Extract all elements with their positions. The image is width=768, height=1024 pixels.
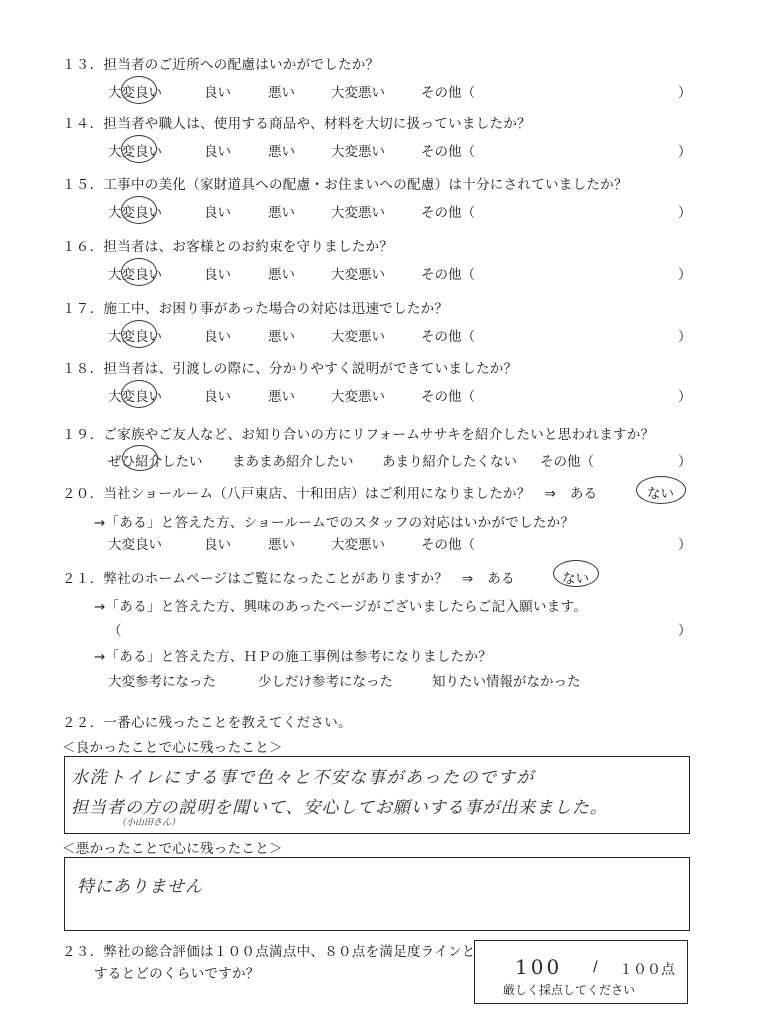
q18-opt-3[interactable]: 悪い xyxy=(268,389,295,405)
q20-opt-1[interactable]: 大変良い xyxy=(108,537,162,553)
q16-opt-4[interactable]: 大変悪い xyxy=(331,267,385,283)
q21-open: （ xyxy=(108,623,122,639)
q21-opt-3[interactable]: 知りたい情報がなかった xyxy=(432,674,581,690)
q13-opt-1[interactable]: 大変良い xyxy=(108,85,162,101)
q19-opt-4[interactable]: その他（ xyxy=(540,454,594,470)
q14-opt-3[interactable]: 悪い xyxy=(268,144,295,160)
good-answer-box[interactable] xyxy=(64,756,690,834)
answer-circle xyxy=(121,320,157,348)
q22-text: ２２．一番心に残ったことを教えてください。 xyxy=(62,715,352,731)
q21-opt-2[interactable]: 少しだけ参考になった xyxy=(258,674,393,690)
q21-no[interactable]: ない xyxy=(562,571,589,587)
score-slash: / xyxy=(593,959,598,975)
q20-no[interactable]: ない xyxy=(647,486,674,502)
q14-close: ） xyxy=(678,144,692,160)
q15-opt-1[interactable]: 大変良い xyxy=(108,205,162,221)
q19-text: １９．ご家族やご友人など、お知り合いの方にリフォームササキを紹介したいと思われますか？ xyxy=(62,427,655,443)
q17-opt-3[interactable]: 悪い xyxy=(268,329,295,345)
q19-opt-2[interactable]: まあまあ紹介したい xyxy=(232,454,354,470)
q15-opt-2[interactable]: 良い xyxy=(204,205,231,221)
q13-text: １３．担当者のご近所への配慮はいかがでしたか？ xyxy=(62,57,380,73)
q15-text: １５．工事中の美化（家財道具への配慮・お住まいへの配慮）は十分にされていましたか？ xyxy=(62,177,628,193)
q15-opt-3[interactable]: 悪い xyxy=(268,205,295,221)
q17-close: ） xyxy=(678,329,692,345)
good-line-2: 担当者の方の説明を聞いて、安心してお願いする事が出来ました。 xyxy=(71,798,608,818)
q20-opt-4[interactable]: 大変悪い xyxy=(331,537,385,553)
q18-opt-5[interactable]: その他（ xyxy=(421,389,475,405)
q20-opt-2[interactable]: 良い xyxy=(204,537,231,553)
answer-circle xyxy=(121,76,157,104)
q20-opt-5[interactable]: その他（ xyxy=(421,537,475,553)
q17-opt-2[interactable]: 良い xyxy=(204,329,231,345)
q16-text: １６．担当者は、お客様とのお約束を守りましたか？ xyxy=(62,239,394,255)
bad-answer-box[interactable] xyxy=(64,857,690,931)
q13-opt-5[interactable]: その他（ xyxy=(421,85,475,101)
q15-opt-5[interactable]: その他（ xyxy=(421,205,475,221)
answer-circle xyxy=(122,445,158,471)
score-value: 100 xyxy=(515,955,563,979)
q13-opt-3[interactable]: 悪い xyxy=(268,85,295,101)
good-label: ＜良かったことで心に残ったこと＞ xyxy=(62,740,283,756)
q13-close: ） xyxy=(678,85,692,101)
q20-text: ２０．当社ショールーム（八戸東店、十和田店）はご利用になりましたか？ ⇒ ある xyxy=(62,486,598,502)
answer-circle xyxy=(121,258,157,286)
q14-opt-5[interactable]: その他（ xyxy=(421,144,475,160)
q21-close: ） xyxy=(678,623,692,639)
good-note: （小山田さん） xyxy=(117,818,181,828)
answer-circle xyxy=(121,135,157,163)
score-note: 厳しく採点してください xyxy=(503,983,636,997)
q20-opt-3[interactable]: 悪い xyxy=(268,537,295,553)
q19-opt-1[interactable]: ぜひ紹介したい xyxy=(108,454,203,470)
q19-opt-3[interactable]: あまり紹介したくない xyxy=(382,454,517,470)
q16-opt-2[interactable]: 良い xyxy=(204,267,231,283)
q20-close: ） xyxy=(678,537,692,553)
score-max: １００点 xyxy=(619,962,675,978)
q13-opt-2[interactable]: 良い xyxy=(204,85,231,101)
q15-close: ） xyxy=(678,205,692,221)
q21-sub1: →「ある」と答えた方、興味のあったページがございましたらご記入願います。 xyxy=(94,599,588,615)
q17-opt-4[interactable]: 大変悪い xyxy=(331,329,385,345)
q18-opt-1[interactable]: 大変良い xyxy=(108,389,162,405)
q21-opt-1[interactable]: 大変参考になった xyxy=(108,674,216,690)
q19-close: ） xyxy=(678,454,692,470)
q18-opt-2[interactable]: 良い xyxy=(204,389,231,405)
q16-opt-5[interactable]: その他（ xyxy=(421,267,475,283)
good-line-1: 水洗トイレにする事で色々と不安な事があったのですが xyxy=(71,768,535,788)
q15-opt-4[interactable]: 大変悪い xyxy=(331,205,385,221)
q13-opt-4[interactable]: 大変悪い xyxy=(331,85,385,101)
q16-opt-1[interactable]: 大変良い xyxy=(108,267,162,283)
q17-text: １７．施工中、お困り事があった場合の対応は迅速でしたか？ xyxy=(62,301,449,317)
answer-circle xyxy=(553,560,599,587)
score-box[interactable] xyxy=(474,940,688,1004)
q16-close: ） xyxy=(678,267,692,283)
q23-line-1: ２３．弊社の総合評価は１００点満点中、８０点を満足度ラインと xyxy=(62,944,476,960)
answer-circle xyxy=(121,380,157,408)
answer-circle xyxy=(636,476,686,504)
q14-opt-2[interactable]: 良い xyxy=(204,144,231,160)
q17-opt-1[interactable]: 大変良い xyxy=(108,329,162,345)
q14-text: １４．担当者や職人は、使用する商品や、材料を大切に扱っていましたか？ xyxy=(62,116,531,132)
q21-text: ２１．弊社のホームページはご覧になったことがありますか？ ⇒ ある xyxy=(62,571,515,587)
q18-text: １８．担当者は、引渡しの際に、分かりやすく説明ができていましたか？ xyxy=(62,361,518,377)
q14-opt-4[interactable]: 大変悪い xyxy=(331,144,385,160)
q14-opt-1[interactable]: 大変良い xyxy=(108,144,162,160)
q16-opt-3[interactable]: 悪い xyxy=(268,267,295,283)
q18-opt-4[interactable]: 大変悪い xyxy=(331,389,385,405)
q17-opt-5[interactable]: その他（ xyxy=(421,329,475,345)
q23-line-2: するとどのくらいですか？ xyxy=(94,966,260,982)
q20-sub: →「ある」と答えた方、ショールームでのスタッフの対応はいかがでしたか？ xyxy=(94,515,575,531)
answer-circle xyxy=(121,196,157,224)
bad-label: ＜悪かったことで心に残ったこと＞ xyxy=(62,841,283,857)
q21-sub2: →「ある」と答えた方、ＨＰの施工事例は参考になりましたか？ xyxy=(94,649,493,665)
q18-close: ） xyxy=(678,389,692,405)
bad-text: 特にありません xyxy=(77,877,203,897)
